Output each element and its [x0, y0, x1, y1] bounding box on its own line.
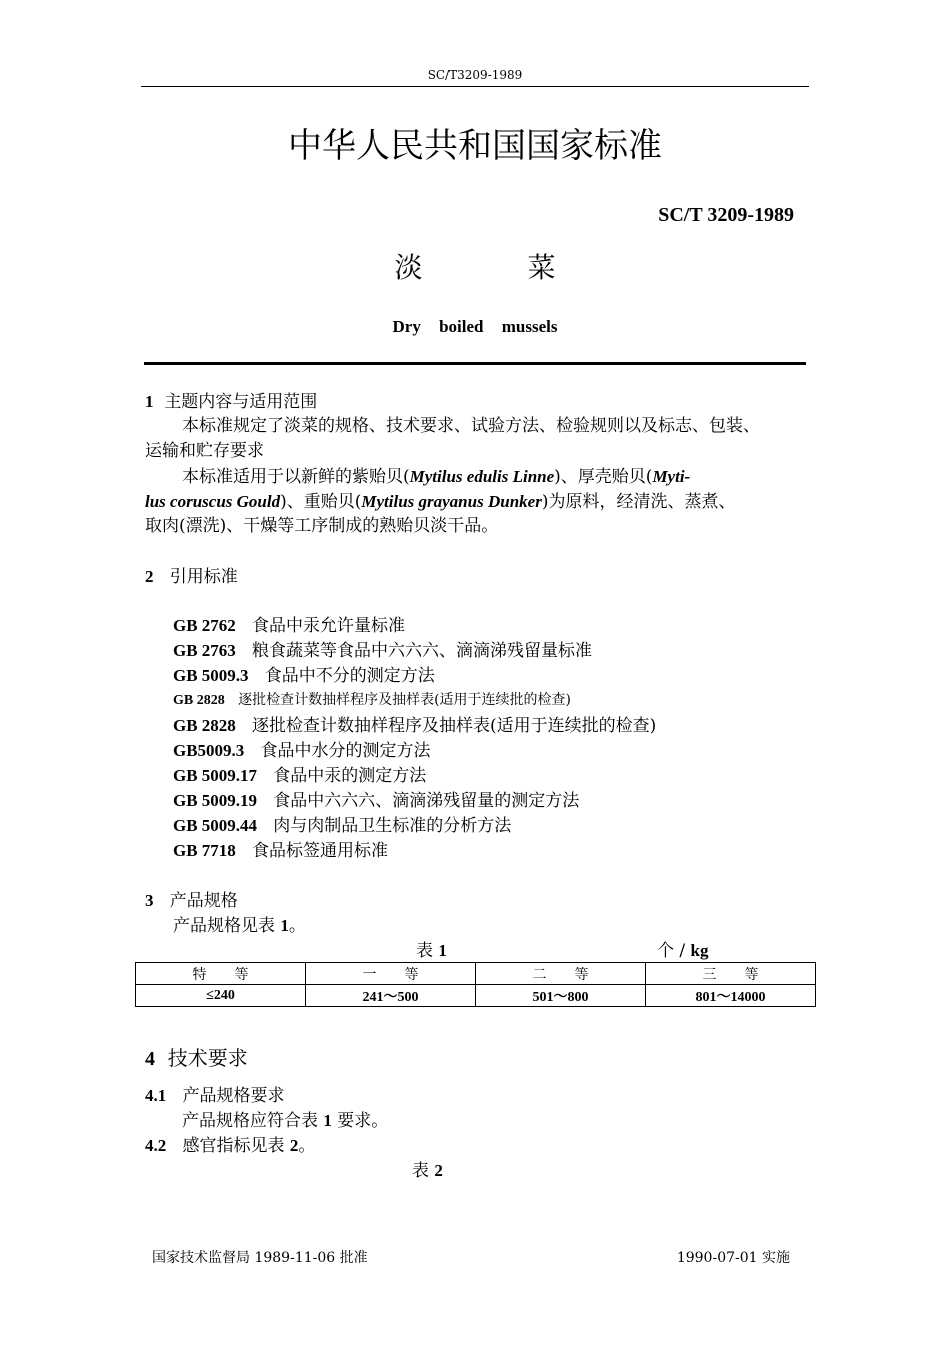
reference-item	[173, 638, 592, 664]
reference-title: 逐批检查计数抽样程序及抽样表(适用于连续批的检查)	[238, 692, 572, 708]
approval-note: 国家技术监督局 1989-11-06 批准	[152, 1250, 368, 1266]
section-1-title: 主题内容与适用范围	[164, 392, 318, 412]
reference-item	[173, 813, 511, 839]
reference-title: 食品中六六六、滴滴涕残留量的测定方法	[273, 791, 580, 811]
text-run: 。	[298, 1136, 316, 1156]
text-run: )、重贻贝(	[280, 492, 362, 512]
section-2-title: 引用标准	[169, 567, 238, 587]
reference-item	[173, 738, 431, 764]
reference-item	[173, 763, 426, 789]
product-name	[0, 246, 950, 286]
reference-title: 肉与肉制品卫生标准的分析方法	[273, 816, 512, 836]
section-4-number: 4	[145, 1048, 155, 1070]
reference-title: 食品中汞允许量标准	[252, 616, 406, 636]
text-run: )为原料，经清洗、蒸煮、	[541, 492, 736, 512]
header-rule	[141, 86, 809, 87]
table-header-cell: 特 等	[136, 963, 306, 985]
reference-code: GB 2762	[173, 616, 236, 635]
section-4-heading	[145, 1044, 248, 1073]
section-3-text	[173, 913, 306, 939]
section-4-2-text	[145, 1133, 315, 1159]
spec-table	[135, 962, 816, 1007]
text-run: )、厚壳贻贝(	[554, 467, 653, 487]
reference-item	[173, 663, 435, 689]
table-cell: 501～800	[476, 985, 646, 1007]
reference-item	[173, 688, 571, 713]
reference-title: 食品标签通用标准	[252, 841, 389, 861]
table-2-caption	[412, 1158, 443, 1184]
section-3-title: 产品规格	[169, 891, 238, 911]
text-run: 取肉(	[145, 516, 186, 536]
section-4-1-title: 产品规格要求	[182, 1086, 285, 1106]
text-run: 。	[288, 916, 306, 936]
standard-code: SC/T 3209-1989	[658, 204, 794, 226]
unit: kg	[690, 941, 709, 960]
section-2-heading	[145, 564, 238, 590]
table-cell: ≤240	[136, 985, 306, 1007]
latin-name: Mytilus edulis Linne	[409, 467, 555, 486]
section-1-para-1-line-1: 本标准规定了淡菜的规格、技术要求、试验方法、检验规则以及标志、包装、	[182, 416, 760, 436]
reference-title: 食品中汞的测定方法	[273, 766, 427, 786]
latin-name: Mytilus grayanus Dunker	[361, 492, 542, 511]
section-4-1-number: 4.1	[145, 1086, 167, 1105]
table-header-cell: 一 等	[306, 963, 476, 985]
text-run: 产品规格见表	[173, 916, 281, 936]
section-1-para-1-line-2: 运输和贮存要求	[145, 441, 264, 461]
table-number: 1	[438, 941, 447, 960]
section-1-para-2-line-2	[145, 489, 735, 515]
section-4-2-number: 4.2	[145, 1136, 167, 1155]
reference-code: GB 5009.3	[173, 666, 249, 685]
table-cell: 241～500	[306, 985, 476, 1007]
table-header-cell: 二 等	[476, 963, 646, 985]
title-rule	[144, 362, 806, 365]
reference-code: GB 7718	[173, 841, 236, 860]
table-ref: 2	[289, 1136, 299, 1155]
latin-name: Myti-	[652, 467, 691, 486]
text-run: 感官指标见表	[182, 1136, 290, 1156]
reference-item	[173, 788, 579, 814]
latin-name: lus coruscus Gould	[145, 492, 281, 511]
reference-code: GB5009.3	[173, 741, 245, 760]
text-run: 漂洗)、干燥等工序制成的熟贻贝淡干品。	[185, 516, 499, 536]
text-run: 表	[416, 941, 439, 961]
reference-title: 逐批检查计数抽样程序及抽样表(适用于连续批的检查)	[252, 716, 657, 736]
section-1-heading	[145, 389, 317, 415]
text-run: 产品规格应符合表	[182, 1111, 324, 1131]
reference-item	[173, 838, 388, 864]
table-cell: 801～14000	[646, 985, 816, 1007]
reference-code: GB 2828	[173, 716, 236, 735]
reference-title: 食品中不分的测定方法	[264, 666, 435, 686]
text-run: 本标准适用于以新鲜的紫贻贝(	[182, 467, 410, 487]
product-name-char-2: 菜	[527, 251, 556, 284]
table-row	[136, 985, 816, 1007]
reference-item	[173, 713, 656, 739]
table-ref: 1	[280, 916, 289, 935]
product-name-char-1: 淡	[394, 251, 423, 284]
english-name: Dry boiled mussels	[392, 317, 558, 336]
reference-code: GB 5009.17	[173, 766, 258, 785]
section-2-number: 2	[145, 567, 154, 586]
running-header: SC/T3209-1989	[427, 68, 523, 82]
effective-date: 1990-07-01 实施	[676, 1250, 790, 1266]
reference-code: GB 5009.19	[173, 791, 258, 810]
section-3-number: 3	[145, 891, 154, 910]
reference-code: GB 2763	[173, 641, 236, 660]
reference-code: GB 5009.44	[173, 816, 258, 835]
section-1-number: 1	[145, 392, 154, 411]
table-1-unit	[657, 938, 709, 964]
section-1-para-2-line-1	[182, 464, 690, 490]
table-number: 2	[434, 1161, 443, 1180]
table-header-cell: 三 等	[646, 963, 816, 985]
reference-title: 粮食蔬菜等食品中六六六、滴滴涕残留量标准	[252, 641, 593, 661]
section-1-para-2-line-3	[145, 514, 498, 539]
text-run: 个 /	[657, 941, 691, 961]
table-ref: 1	[323, 1111, 332, 1130]
section-4-1-heading	[145, 1083, 284, 1109]
reference-code: GB 2828	[173, 693, 225, 708]
table-1-caption	[416, 938, 447, 964]
table-header-row	[136, 963, 816, 985]
section-3-heading	[145, 888, 238, 914]
reference-item	[173, 613, 405, 639]
section-4-1-text	[182, 1108, 388, 1134]
document-title: 中华人民共和国国家标准	[288, 126, 662, 166]
section-4-title: 技术要求	[167, 1046, 248, 1070]
text-run: 表	[412, 1161, 435, 1181]
text-run: 要求。	[331, 1111, 389, 1131]
reference-title: 食品中水分的测定方法	[260, 741, 431, 761]
